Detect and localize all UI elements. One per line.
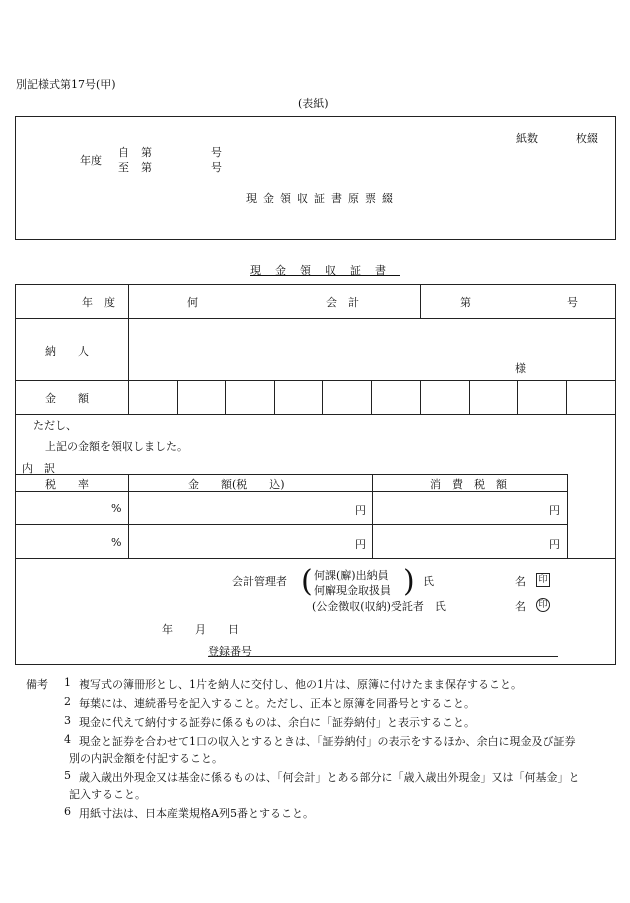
shi-label: 氏 — [423, 575, 434, 588]
registration-line — [208, 656, 558, 657]
row-dai: 第 — [460, 296, 471, 309]
tadashi-text: ただし、 — [33, 419, 77, 432]
seal-round: 印 — [536, 598, 550, 612]
note-6-text: 用紙寸法は、日本産業規格A列5番とすること。 — [79, 807, 314, 820]
note-6-num: 6 — [64, 805, 71, 818]
amount-label: 金 額 — [45, 392, 89, 405]
note-4-text: 現金と証券を合わせて1口の収入とするときは、「証券納付」の表示をするほか、余白に現金及び証券 — [79, 735, 576, 748]
note-3-num: 3 — [64, 714, 71, 727]
cover-from-dai: 第 — [141, 146, 152, 159]
mei-label-2: 名 — [515, 600, 526, 613]
notes-heading: 備考 — [26, 678, 48, 691]
tax-row2-amount-unit: 円 — [355, 538, 366, 551]
cover-to: 至 — [118, 161, 129, 174]
note-5-text2: 記入すること。 — [69, 788, 146, 801]
payer-sama: 様 — [515, 362, 526, 375]
note-5-text: 歳入歳出外現金又は基金に係るものは、「何会計」とある部分に「歳入歳出外現金」又は「何基金」と — [79, 771, 580, 784]
tax-row1-tax-unit: 円 — [549, 504, 560, 517]
cover-year: 年度 — [80, 154, 102, 167]
note-2-num: 2 — [64, 695, 71, 708]
tax-row2-tax-unit: 円 — [549, 538, 560, 551]
tax-header-tax: 消 費 税 額 — [430, 478, 507, 491]
left-brace: ( — [301, 564, 313, 599]
agent-label: (公金徴収(収納)受託者 氏 — [312, 600, 446, 613]
cover-sheets-unit: 枚綴 — [576, 132, 598, 145]
row-kaikei: 会 計 — [326, 296, 359, 309]
payer-label: 納 人 — [45, 345, 89, 358]
received-text: 上記の金額を領収しました。 — [45, 440, 188, 453]
brace-line1: 何課(廨)出納員 — [314, 569, 389, 582]
note-2-text: 毎葉には、連続番号を記入すること。ただし、正本と原簿を同番号とすること。 — [79, 697, 475, 710]
brace-line2: 何廨現金取扱員 — [314, 584, 391, 597]
tax-row1-rate-unit: % — [111, 502, 122, 515]
note-1-num: 1 — [64, 676, 71, 689]
mei-label-1: 名 — [515, 575, 526, 588]
cover-to-go: 号 — [211, 161, 222, 174]
seal-square: 印 — [536, 573, 550, 587]
cover-from-go: 号 — [211, 146, 222, 159]
note-4-num: 4 — [64, 733, 71, 746]
tax-row2-rate-unit: % — [111, 536, 122, 549]
note-5-num: 5 — [64, 769, 71, 782]
tax-header-rate: 税 率 — [45, 478, 89, 491]
row-year-label: 年 度 — [82, 296, 115, 309]
tax-row1-amount-unit: 円 — [355, 504, 366, 517]
date-line: 年 月 日 — [162, 623, 239, 636]
tax-header-amount: 金 額(税 込) — [188, 478, 285, 491]
receipt-title: 現金領収証書 — [250, 264, 400, 277]
cover-from: 自 — [118, 146, 129, 159]
cover-label: (表紙) — [298, 97, 329, 110]
row-go: 号 — [567, 296, 578, 309]
note-1-text: 複写式の簿冊形とし、1片を納人に交付し、他の1片は、原簿に付けたまま保存すること。 — [79, 678, 522, 691]
cover-to-dai: 第 — [141, 161, 152, 174]
uchiwake-label: 内 訳 — [22, 462, 55, 475]
row-nani: 何 — [187, 296, 198, 309]
cover-sheets: 紙数 — [516, 132, 538, 145]
accountant-label: 会計管理者 — [232, 575, 287, 588]
note-3-text: 現金に代えて納付する証券に係るものは、余白に「証券納付」と表示すること。 — [79, 716, 475, 729]
registration-label: 登録番号 — [208, 645, 252, 658]
note-4-text2: 別の内訳金額を付記すること。 — [69, 752, 223, 765]
right-brace: ) — [403, 564, 415, 599]
form-id: 別記様式第17号(甲) — [16, 78, 116, 91]
cover-title: 現金領収証書原票綴 — [246, 192, 399, 205]
